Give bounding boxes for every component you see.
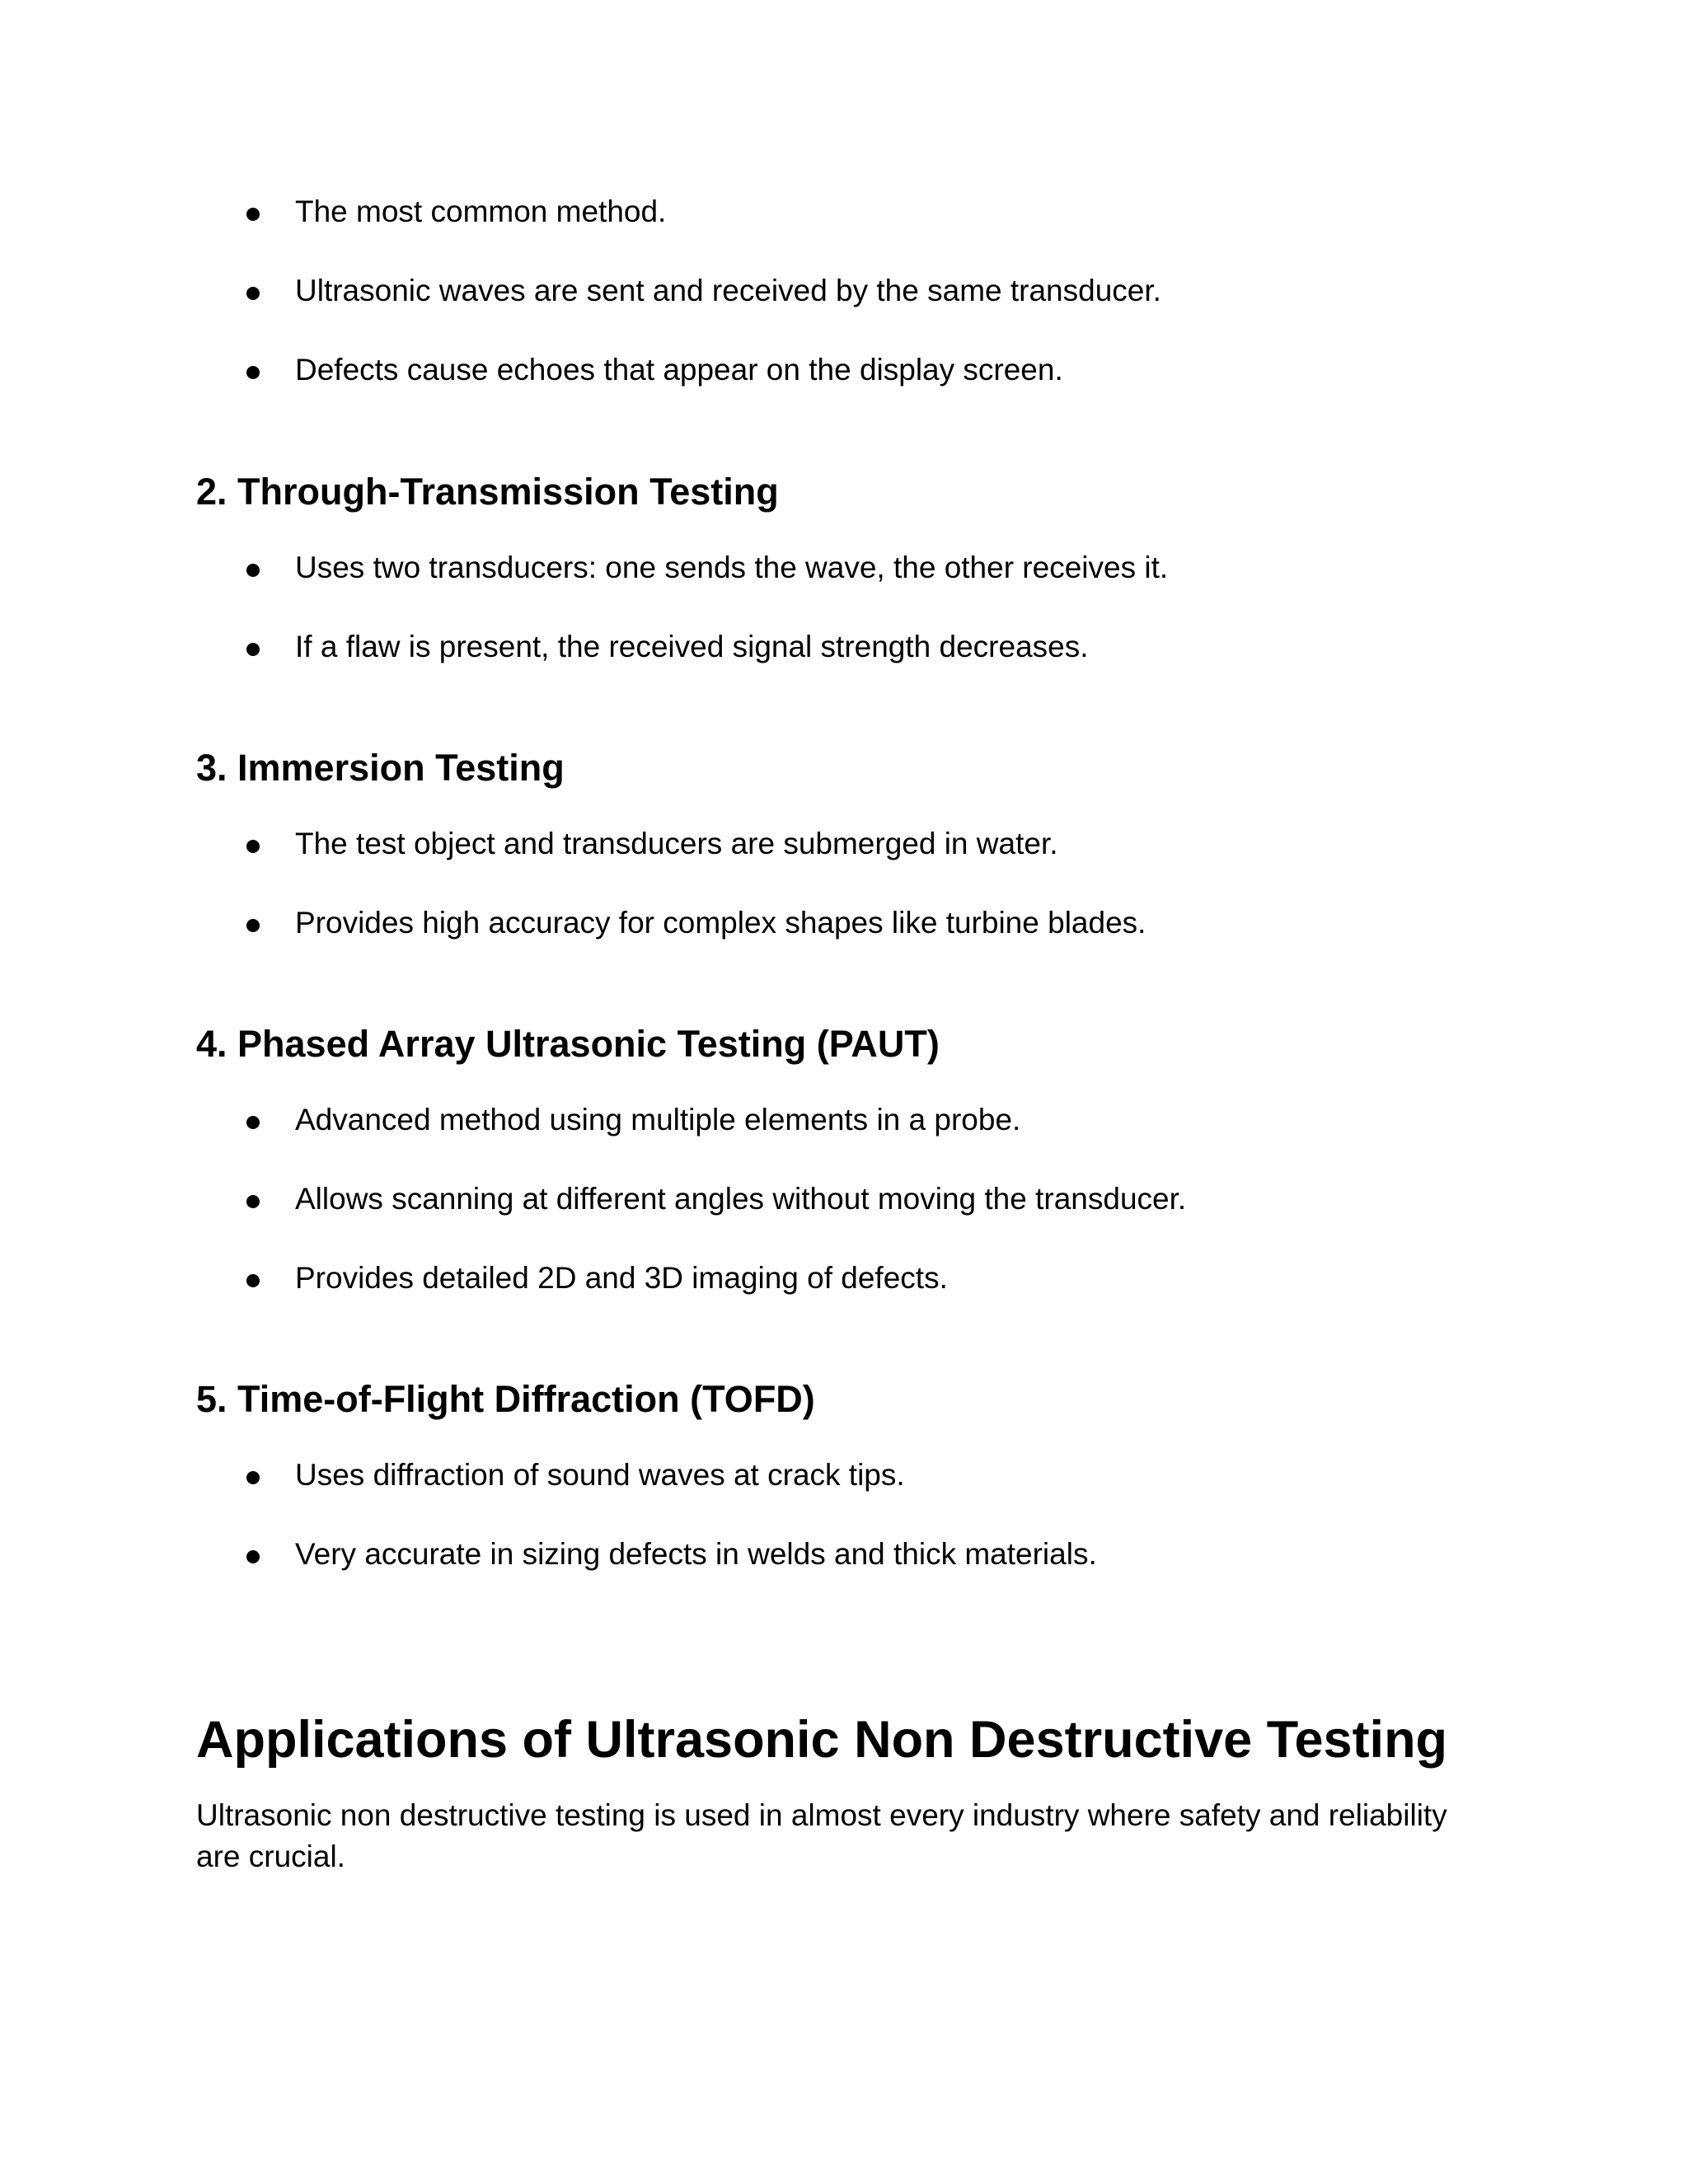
bullet-icon: [246, 643, 260, 656]
list-item: [0, 1183, 1688, 1233]
list-item-text: The test object and transducers are submerged in water.: [295, 827, 1058, 860]
list-item-text: Provides detailed 2D and 3D imaging of defects.: [295, 1261, 948, 1295]
list-item-text: Provides high accuracy for complex shapes like turbine blades.: [295, 906, 1146, 940]
bullet-icon: [246, 564, 260, 577]
list-item: [0, 275, 1688, 325]
bullet-icon: [246, 1195, 260, 1208]
list-item: [0, 1539, 1688, 1588]
bullet-icon: [246, 287, 260, 300]
list-item: [0, 552, 1688, 602]
list-item: [0, 631, 1688, 681]
list-item-text: Allows scanning at different angles without moving the transducer.: [295, 1182, 1187, 1216]
list-item-text: If a flaw is present, the received signal strength decreases.: [295, 630, 1089, 663]
list-item: [0, 907, 1688, 957]
applications-paragraph: Ultrasonic non destructive testing is used in almost every industry where safety and reliability are crucial.: [196, 1798, 1447, 1873]
bullet-icon: [246, 366, 260, 379]
list-item-text: Advanced method using multiple elements in a probe.: [295, 1103, 1021, 1137]
list-item-text: The most common method.: [295, 194, 667, 228]
bullet-icon: [246, 1274, 260, 1287]
bullet-icon: [246, 1550, 260, 1563]
section-heading-through-transmission: 2. Through-Transmission Testing: [196, 471, 779, 513]
list-item: [0, 1104, 1688, 1154]
section-heading-tofd: 5. Time-of-Flight Diffraction (TOFD): [196, 1378, 815, 1420]
list-item: [0, 1263, 1688, 1312]
bullet-icon: [246, 208, 260, 221]
bullet-icon: [246, 1116, 260, 1129]
list-item-text: Uses diffraction of sound waves at crack tips.: [295, 1458, 905, 1492]
list-item: [0, 354, 1688, 404]
list-item-text: Uses two transducers: one sends the wave, the other receives it.: [295, 551, 1169, 584]
section-heading-immersion: 3. Immersion Testing: [196, 747, 565, 789]
list-item: [0, 828, 1688, 878]
bullet-icon: [246, 1471, 260, 1484]
list-item: [0, 1460, 1688, 1509]
list-item-text: Very accurate in sizing defects in welds and thick materials.: [295, 1537, 1097, 1571]
list-item-text: Ultrasonic waves are sent and received by the same transducer.: [295, 274, 1161, 307]
bullet-icon: [246, 840, 260, 853]
list-item: [0, 196, 1688, 246]
page-title-applications: Applications of Ultrasonic Non Destructive Testing: [196, 1711, 1448, 1769]
section-heading-paut: 4. Phased Array Ultrasonic Testing (PAUT): [196, 1023, 940, 1065]
list-item-text: Defects cause echoes that appear on the display screen.: [295, 353, 1063, 387]
bullet-icon: [246, 919, 260, 932]
